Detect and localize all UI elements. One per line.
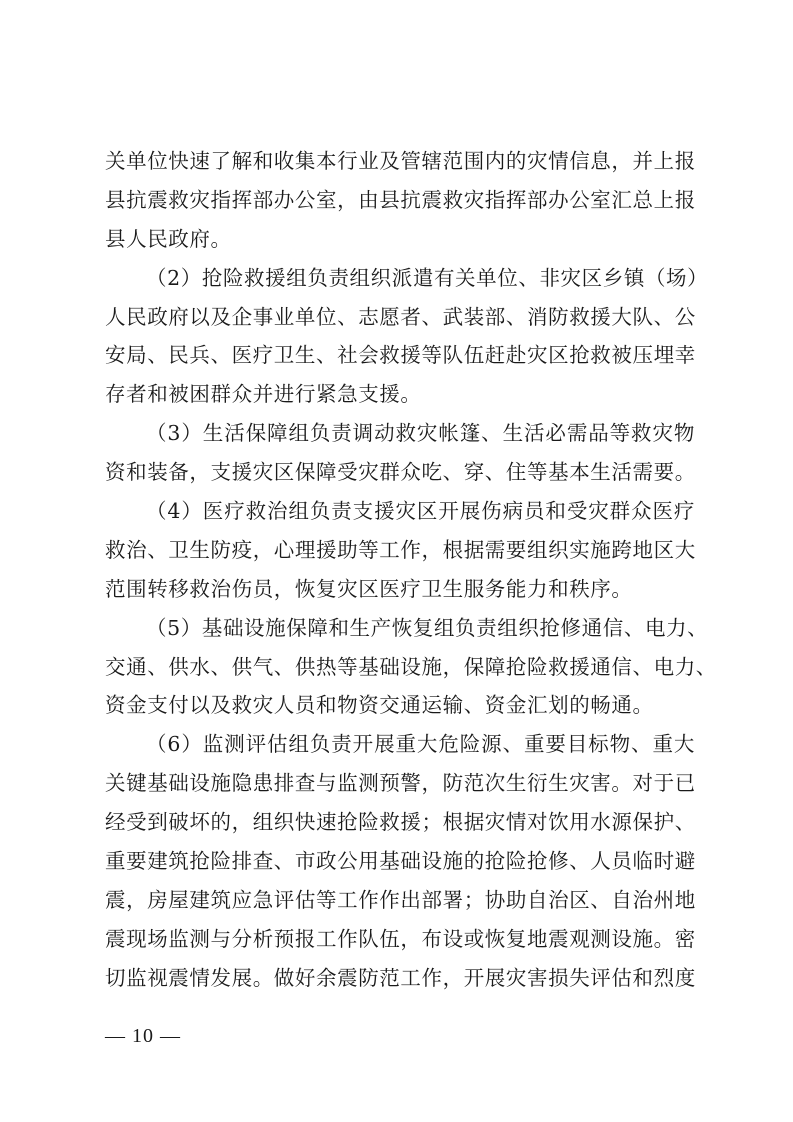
text-line: 关键基础设施隐患排查与监测预警，防范次生衍生灾害。对于已 bbox=[105, 771, 696, 796]
text-line: 经受到破坏的，组织快速抢险救援；根据灾情对饮用水源保护、 bbox=[105, 810, 696, 835]
page-number: — 10 — bbox=[105, 1025, 181, 1047]
text-line: 重要建筑抢险排查、市政公用基础设施的抢险抢修、人员临时避 bbox=[105, 849, 696, 874]
text-line: 资和装备，支援灾区保障受灾群众吃、穿、住等基本生活需要。 bbox=[105, 460, 696, 485]
text-line: 安局、民兵、医疗卫生、社会救援等队伍赶赴灾区抢救被压埋幸 bbox=[105, 343, 696, 368]
text-line: 人民政府以及企事业单位、志愿者、武装部、消防救援大队、公 bbox=[105, 304, 696, 329]
paragraph-4-first-line: （4）医疗救治组负责支援灾区开展伤病员和受灾群众医疗 bbox=[146, 499, 695, 524]
text-line: 震，房屋建筑应急评估等工作作出部署；协助自治区、自治州地 bbox=[105, 887, 696, 912]
text-line: 存者和被困群众并进行紧急支援。 bbox=[105, 382, 422, 407]
text-line: 震现场监测与分析预报工作队伍，布设或恢复地震观测设施。密 bbox=[105, 926, 696, 951]
text-line: 切监视震情发展。做好余震防范工作，开展灾害损失评估和烈度 bbox=[105, 965, 696, 990]
text-line: 县抗震救灾指挥部办公室，由县抗震救灾指挥部办公室汇总上报 bbox=[105, 187, 696, 212]
document-body bbox=[105, 142, 717, 998]
text-line: 范围转移救治伤员，恢复灾区医疗卫生服务能力和秩序。 bbox=[105, 576, 633, 601]
paragraph-3-first-line: （3）生活保障组负责调动救灾帐篷、生活必需品等救灾物 bbox=[146, 421, 695, 446]
text-line: 县人民政府。 bbox=[105, 226, 232, 251]
text-line: 交通、供水、供气、供热等基础设施，保障抢险救援通信、电力、 bbox=[105, 654, 717, 679]
paragraph-2-first-line: （2）抢险救援组负责组织派遣有关单位、非灾区乡镇（场） bbox=[146, 265, 709, 290]
paragraph-6-first-line: （6）监测评估组负责开展重大危险源、重要目标物、重大 bbox=[146, 732, 695, 757]
text-line: 救治、卫生防疫，心理援助等工作，根据需要组织实施跨地区大 bbox=[105, 537, 696, 562]
text-line: 关单位快速了解和收集本行业及管辖范围内的灾情信息，并上报 bbox=[105, 149, 696, 173]
paragraph-5-first-line: （5）基础设施保障和生产恢复组负责组织抢修通信、电力、 bbox=[146, 615, 709, 640]
text-line: 资金支付以及救灾人员和物资交通运输、资金汇划的畅通。 bbox=[105, 693, 654, 718]
